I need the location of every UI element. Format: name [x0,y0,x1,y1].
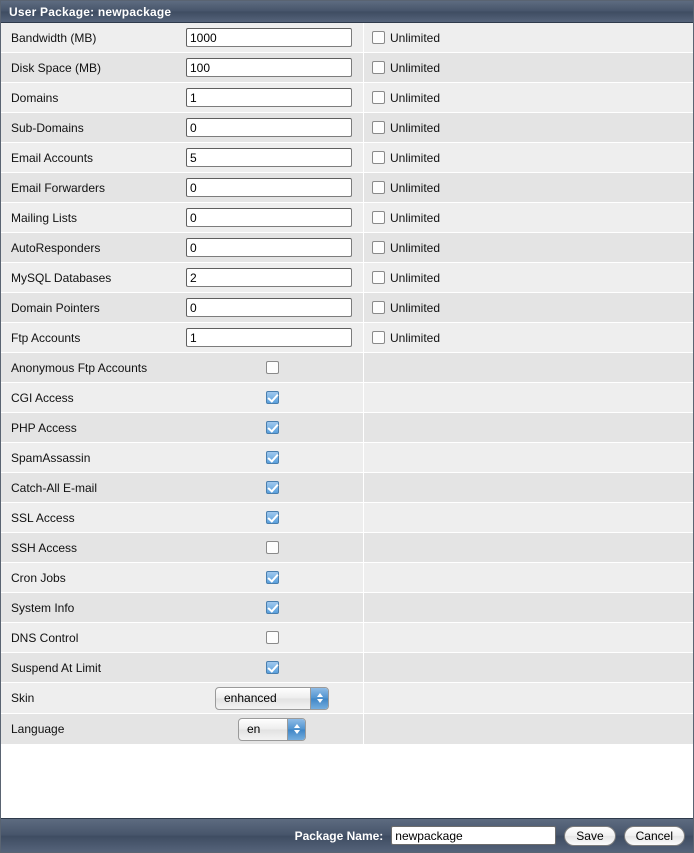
value-input[interactable] [186,28,352,47]
unlimited-cell [363,23,693,52]
unlimited-checkbox[interactable] [372,211,385,224]
unlimited-checkbox-group[interactable] [372,331,440,345]
row-label: SSL Access [11,510,75,525]
chevron-down-icon [294,730,300,734]
row-value-cell [181,413,363,442]
unlimited-checkbox-group[interactable] [372,181,440,195]
row-label: SSH Access [11,540,78,555]
feature-checkbox[interactable] [266,601,279,614]
unlimited-label: Unlimited [390,240,441,255]
unlimited-label: Unlimited [390,30,441,45]
value-input[interactable] [186,178,352,197]
unlimited-label: Unlimited [390,270,441,285]
unlimited-cell [363,233,693,262]
row-value-cell [181,653,363,682]
save-button[interactable]: Save [564,826,615,846]
package-settings-rows [1,23,693,818]
chevron-up-icon [317,693,323,697]
empty-cell [363,714,693,744]
empty-cell [363,503,693,532]
row-label: Disk Space (MB) [11,60,102,75]
settings-row [1,653,693,683]
row-value-cell [181,593,363,622]
feature-checkbox[interactable] [266,631,279,644]
row-value-cell [181,503,363,532]
settings-row [1,683,693,714]
window-title [1,1,693,23]
feature-checkbox[interactable] [266,421,279,434]
row-value-cell [181,443,363,472]
value-input[interactable] [186,208,352,227]
value-input[interactable] [186,268,352,287]
empty-cell [363,383,693,412]
row-label: SpamAssassin [11,450,91,465]
row-value-cell [181,83,363,112]
unlimited-label: Unlimited [390,180,441,195]
unlimited-cell [363,323,693,352]
row-value-cell [181,323,363,352]
row-label: MySQL Databases [11,270,112,285]
row-value-cell [181,203,363,232]
row-label: Anonymous Ftp Accounts [11,360,148,375]
empty-cell [363,623,693,652]
row-value-cell [181,533,363,562]
empty-cell [363,593,693,622]
row-value-cell [181,683,363,713]
value-input[interactable] [186,148,352,167]
skin-select[interactable] [215,687,329,710]
unlimited-cell [363,263,693,292]
row-value-cell [181,383,363,412]
unlimited-checkbox-group[interactable] [372,151,440,165]
settings-row [1,503,693,533]
settings-row [1,563,693,593]
chevron-down-icon [317,699,323,703]
empty-cell [363,353,693,382]
feature-checkbox[interactable] [266,541,279,554]
settings-row [1,53,693,83]
empty-cell [363,413,693,442]
settings-row [1,323,693,353]
settings-row [1,173,693,203]
unlimited-checkbox-group[interactable] [372,241,440,255]
unlimited-checkbox-group[interactable] [372,91,440,105]
unlimited-checkbox-group[interactable] [372,31,440,45]
unlimited-checkbox[interactable] [372,301,385,314]
row-value-cell [181,473,363,502]
row-label: System Info [11,600,75,615]
row-value-cell [181,113,363,142]
row-label: Sub-Domains [11,120,84,135]
settings-row [1,623,693,653]
row-label: Email Accounts [11,150,94,165]
row-label: Cron Jobs [11,570,66,585]
row-value-cell [181,263,363,292]
feature-checkbox[interactable] [266,451,279,464]
unlimited-label: Unlimited [390,210,441,225]
row-label: CGI Access [11,390,74,405]
unlimited-checkbox[interactable] [372,121,385,134]
feature-checkbox[interactable] [266,571,279,584]
settings-row [1,473,693,503]
skin-selected-value: enhanced [224,691,277,705]
value-input[interactable] [186,88,352,107]
unlimited-cell [363,113,693,142]
empty-cell [363,443,693,472]
settings-row [1,443,693,473]
footer-bar [1,818,693,852]
settings-row [1,413,693,443]
empty-cell [363,683,693,713]
unlimited-label: Unlimited [390,330,441,345]
unlimited-checkbox[interactable] [372,241,385,254]
unlimited-label: Unlimited [390,90,441,105]
row-label: DNS Control [11,630,79,645]
row-value-cell [181,563,363,592]
row-label: Domain Pointers [11,300,100,315]
unlimited-checkbox[interactable] [372,181,385,194]
unlimited-checkbox[interactable] [372,91,385,104]
unlimited-checkbox[interactable] [372,151,385,164]
row-value-cell [181,233,363,262]
settings-row [1,83,693,113]
row-value-cell [181,714,363,744]
settings-row [1,714,693,745]
row-value-cell [181,143,363,172]
unlimited-checkbox[interactable] [372,61,385,74]
row-label: Bandwidth (MB) [11,30,97,45]
package-name-label: Package Name: [294,828,384,843]
settings-row [1,353,693,383]
row-label: Catch-All E-mail [11,480,98,495]
value-input[interactable] [186,238,352,257]
settings-row [1,293,693,323]
feature-checkbox[interactable] [266,661,279,674]
language-selected-value: en [247,722,261,736]
cancel-button[interactable]: Cancel [624,826,685,846]
value-input[interactable] [186,118,352,137]
unlimited-cell [363,173,693,202]
settings-row [1,263,693,293]
row-value-cell [181,623,363,652]
row-value-cell [181,53,363,82]
feature-checkbox[interactable] [266,361,279,374]
row-label: Suspend At Limit [11,660,102,675]
row-label: PHP Access [11,420,77,435]
row-label: Skin [11,691,35,705]
unlimited-checkbox[interactable] [372,271,385,284]
unlimited-cell [363,83,693,112]
unlimited-label: Unlimited [390,120,441,135]
row-value-cell [181,173,363,202]
unlimited-checkbox-group[interactable] [372,271,440,285]
row-value-cell [181,23,363,52]
row-label: Domains [11,90,59,105]
settings-row [1,383,693,413]
row-label: Language [11,722,65,736]
unlimited-checkbox[interactable] [372,31,385,44]
settings-row [1,113,693,143]
settings-row [1,23,693,53]
unlimited-cell [363,203,693,232]
package-name-input[interactable] [391,826,556,845]
row-label: AutoResponders [11,240,101,255]
value-input[interactable] [186,58,352,77]
settings-row [1,203,693,233]
settings-row [1,593,693,623]
empty-cell [363,473,693,502]
unlimited-label: Unlimited [390,150,441,165]
empty-cell [363,653,693,682]
unlimited-checkbox[interactable] [372,331,385,344]
row-label: Email Forwarders [11,180,106,195]
language-select[interactable] [238,718,306,741]
empty-cell [363,533,693,562]
row-value-cell [181,353,363,382]
unlimited-cell [363,143,693,172]
unlimited-checkbox-group[interactable] [372,211,440,225]
feature-checkbox[interactable] [266,511,279,524]
chevron-up-icon [294,724,300,728]
window-title-text: User Package: newpackage [9,4,172,19]
unlimited-label: Unlimited [390,300,441,315]
settings-row [1,533,693,563]
row-value-cell [181,293,363,322]
unlimited-label: Unlimited [390,60,441,75]
unlimited-cell [363,53,693,82]
row-label: Mailing Lists [11,210,78,225]
feature-checkbox[interactable] [266,481,279,494]
value-input[interactable] [186,298,352,317]
settings-row [1,143,693,173]
value-input[interactable] [186,328,352,347]
unlimited-cell [363,293,693,322]
unlimited-checkbox-group[interactable] [372,61,440,75]
select-arrows-icon[interactable] [310,688,328,709]
unlimited-checkbox-group[interactable] [372,301,440,315]
empty-cell [363,563,693,592]
unlimited-checkbox-group[interactable] [372,121,440,135]
row-label: Ftp Accounts [11,330,81,345]
feature-checkbox[interactable] [266,391,279,404]
settings-row [1,233,693,263]
select-arrows-icon[interactable] [287,719,305,740]
